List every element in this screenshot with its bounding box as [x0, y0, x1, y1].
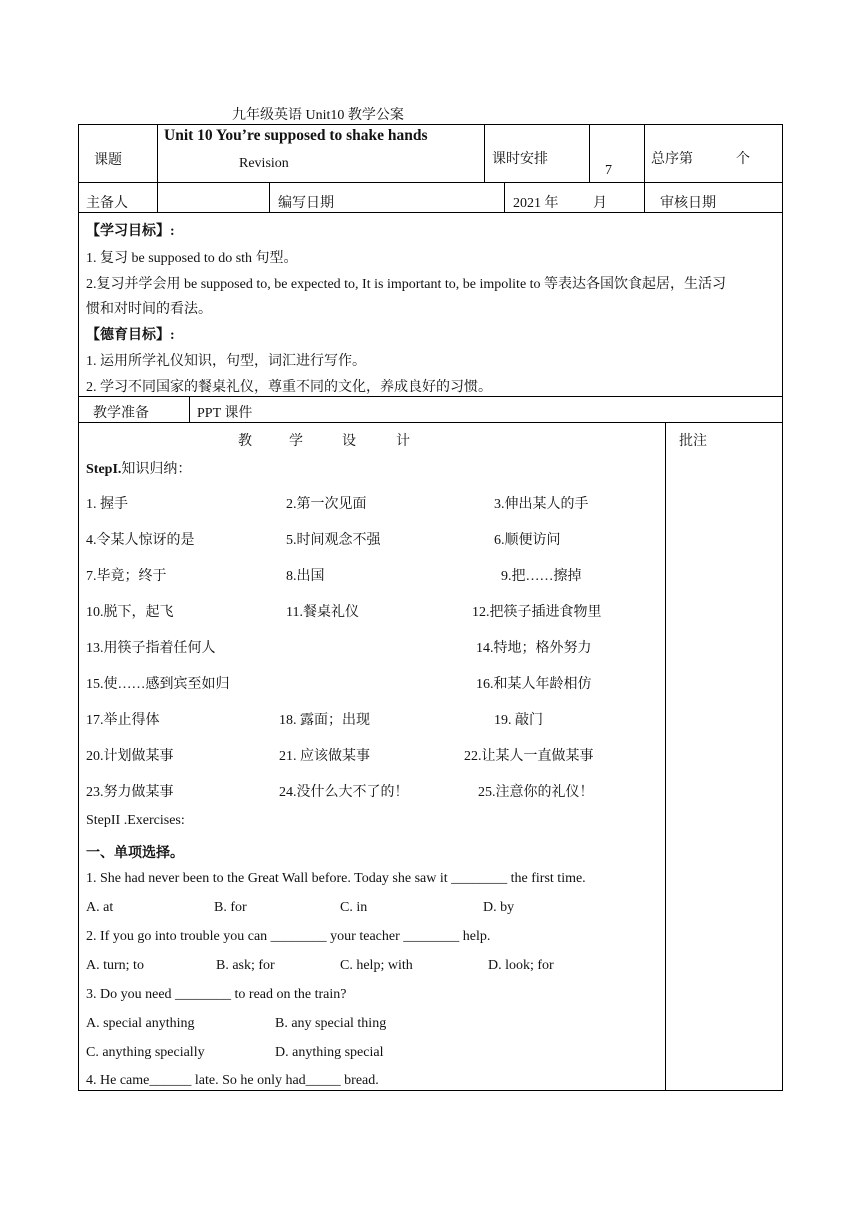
notes-label: 批注 — [679, 434, 707, 449]
vocab-item: 13.用筷子指着任何人 — [86, 641, 216, 656]
vocab-item: 9.把……擦掉 — [501, 569, 582, 584]
unit-subtitle: Revision — [239, 156, 289, 171]
design-heading-char: 设 — [342, 434, 356, 449]
year-value: 2021 年 — [513, 196, 559, 211]
serial-unit: 个 — [736, 152, 750, 167]
unit-title: Unit 10 You’re supposed to shake hands — [164, 127, 428, 144]
vocab-item: 11.餐桌礼仪 — [286, 605, 359, 620]
vocab-item: 10.脱下，起飞 — [86, 605, 174, 620]
vocab-item: 18. 露面；出现 — [279, 713, 370, 728]
step1-title-rest: 知识归纳： — [121, 462, 192, 477]
study-objective-2-cont: 惯和对时间的看法。 — [86, 302, 212, 317]
vocab-item: 21. 应该做某事 — [279, 749, 370, 764]
study-objectives-heading: 【学习目标】: — [86, 224, 175, 239]
option: A. turn; to — [86, 958, 144, 973]
question-4: 4. He came______ late. So he only had_____ bread. — [86, 1073, 379, 1088]
question-2: 2. If you go into trouble you can ________ your teacher ________ help. — [86, 929, 491, 944]
vocab-item: 12.把筷子插进食物里 — [472, 605, 602, 620]
option: B. ask; for — [216, 958, 275, 973]
section1-title: 一、单项选择。 — [86, 846, 184, 861]
vocab-item: 23.努力做某事 — [86, 785, 174, 800]
vocab-item: 15.使……感到宾至如归 — [86, 677, 230, 692]
step1-title — [86, 458, 191, 478]
lesson-plan-table — [78, 124, 783, 1091]
vocab-item: 2.第一次见面 — [286, 497, 367, 512]
vocab-item: 14.特地；格外努力 — [476, 641, 592, 656]
month-value: 月 — [593, 196, 607, 211]
step2-title: StepII .Exercises: — [86, 813, 185, 828]
option: A. at — [86, 900, 114, 915]
moral-objective-1: 1. 运用所学礼仪知识，句型，词汇进行写作。 — [86, 354, 366, 369]
vocab-item: 17.举止得体 — [86, 713, 160, 728]
date-label: 编写日期 — [278, 196, 334, 211]
option: C. anything specially — [86, 1045, 205, 1060]
topic-label: 课题 — [94, 153, 122, 168]
vocab-item: 22.让某人一直做某事 — [464, 749, 594, 764]
review-label: 审核日期 — [660, 196, 716, 211]
vocab-item: 20.计划做某事 — [86, 749, 174, 764]
question-3: 3. Do you need ________ to read on the train? — [86, 987, 347, 1002]
vocab-item: 6.顺便访问 — [494, 533, 561, 548]
moral-objective-2: 2. 学习不同国家的餐桌礼仪，尊重不同的文化，养成良好的习惯。 — [86, 380, 492, 395]
moral-objectives-heading: 【德育目标】: — [86, 328, 175, 343]
option: B. for — [214, 900, 247, 915]
step1-title-bold: StepI. — [86, 462, 122, 477]
option: B. any special thing — [275, 1016, 387, 1031]
question-1: 1. She had never been to the Great Wall before. Today she saw it ________ the first time. — [86, 871, 586, 886]
option: D. by — [483, 900, 515, 915]
vocab-item: 19. 敲门 — [494, 713, 543, 728]
design-heading-char: 教 — [238, 434, 252, 449]
option: D. look; for — [488, 958, 554, 973]
vocab-item: 4.令某人惊讶的是 — [86, 533, 195, 548]
study-objective-2: 2.复习并学会用 be supposed to, be expected to, It is important to, be impolite to 等表达各国饮食起居，生活习 — [86, 277, 727, 292]
vocab-item: 8.出国 — [286, 569, 325, 584]
option: C. in — [340, 900, 368, 915]
option: A. special anything — [86, 1016, 195, 1031]
prep-label: 教学准备 — [93, 406, 149, 421]
vocab-item: 16.和某人年龄相仿 — [476, 677, 592, 692]
option: D. anything special — [275, 1045, 384, 1060]
vocab-item: 24.没什么大不了的！ — [279, 785, 409, 800]
vocab-item: 1. 握手 — [86, 497, 128, 512]
design-heading-char: 学 — [289, 434, 303, 449]
preparer-label: 主备人 — [86, 196, 128, 211]
vocab-item: 5.时间观念不强 — [286, 533, 381, 548]
vocab-item: 7.毕竟；终于 — [86, 569, 167, 584]
period-label: 课时安排 — [492, 152, 548, 167]
option: C. help; with — [340, 958, 413, 973]
vocab-item: 3.伸出某人的手 — [494, 497, 589, 512]
serial-label: 总序第 — [651, 152, 693, 167]
study-objective-1: 1. 复习 be supposed to do sth 句型。 — [86, 251, 298, 266]
page-title: 九年级英语 Unit10 教学公案 — [232, 108, 404, 123]
period-value: 7 — [605, 163, 612, 178]
prep-value: PPT 课件 — [197, 406, 253, 421]
design-heading-char: 计 — [396, 434, 410, 449]
vocab-item: 25.注意你的礼仪！ — [478, 785, 594, 800]
